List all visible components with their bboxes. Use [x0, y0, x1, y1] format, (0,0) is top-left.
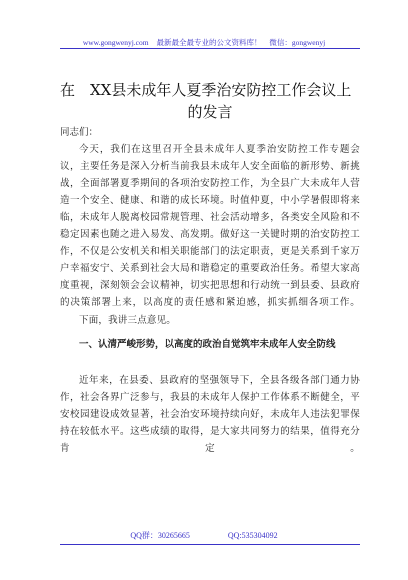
body-paragraph: 下面，我讲三点意见。 [79, 315, 177, 326]
header-site[interactable]: www.gongwenyj.com [82, 38, 149, 47]
header-rule [60, 48, 360, 49]
doc-title-line1: 在 XX县未成年人夏季治安防控工作会议上 [60, 81, 352, 99]
header-wechat: 微信：gongwenyj [269, 38, 326, 47]
body-paragraph: 近年来，在县委、县政府的坚强领导下，全县各级各部门通力协作，社会各界广泛参与，我县的未成年人保护工作体系不断健全，平安校园建设成效显著，社会治安环境持续向好，未成年人违法犯罪保持在较低水平。这些成绩的取得，是大家共同努力的结果，值得充分肯定。 [60, 375, 360, 454]
body-paragraph: 今天，我们在这里召开全县未成年人夏季治安防控工作专题会议，主要任务是深入分析当前我县未成年人安全面临的新形势、新挑战，全面部署夏季期间的各项治安防控工作，为全县广大未成年人营造一个安全、健康、和谐的成长环境。时值仲夏，中小学暑假即将来临，未成年人脱离校园常规管理、社会活动增多，各类安全风险和不稳定因素也随之进入易发、高发期。做好这一关键时期的治安防控工作，不仅是公安机关和相关职能部门的法定职责，更是关系到千家万户幸福安宁、关系到社会大局和谐稳定的重要政治任务。希望大家高度重视，深刻领会会议精神，切实把思想和行动统一到县委、县政府的决策部署上来，以高度的责任感和紧迫感，抓实抓细各项工作。 [60, 144, 360, 308]
header-slogan: 最新最全最专业的公文资料库！ [156, 38, 262, 47]
greeting: 同志们： [60, 127, 99, 138]
page-footer [0, 530, 408, 541]
doc-title-line2: 的发言 [187, 103, 233, 121]
section-heading: 一、认清严峻形势，以高度的政治自觉筑牢未成年人安全防线 [79, 339, 336, 350]
page-header [0, 37, 408, 48]
footer-qq: QQ:535304092 [227, 531, 278, 540]
footer-rule [60, 544, 360, 545]
footer-qq-group: QQ群：30265665 [130, 531, 190, 540]
